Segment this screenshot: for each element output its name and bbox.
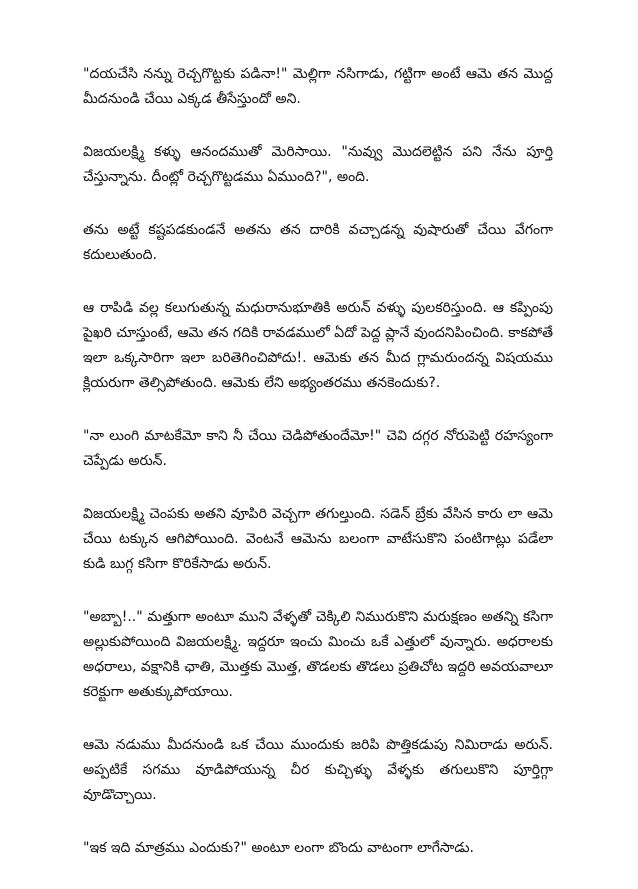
paragraph-7: "అబ్బా!.." మత్తుగా అంటూ ముని వేళ్ళతో చెక్కిలి నిమురుకొని మరుక్షణం అతన్ని కసిగా అల్లుకుపోయింది విజయలక్ష్మి. ఇద్దరూ ఇంచు మించు ఒకే ఎత్తులో వున్నారు. అధరాలకు అధరాలు, వక్షానికి ఛాతి, మొత్తకు మొత్త, తొడలకు తొడలు ప్రతిచోట ఇద్దరి అవయవాలూ కరెక్టుగా అతుక్కుపోయాయి. <box>83 609 553 700</box>
paragraph-3: తను అట్టే కష్టపడకుండనే అతను తన దారికి వచ్చాడన్న వుషారుతో చేయి వేగంగా కదులుతుంది. <box>83 222 553 263</box>
paragraph-9: "ఇక ఇది మాత్రము ఎందుకు?" అంటూ లంగా బొందు వాటంగా లాగేసాడు. <box>83 840 474 856</box>
paragraph-4: ఆ రాపిడి వల్ల కలుగుతున్న మధురానుభూతికి అరున్ వళ్ళు పులకరిస్తుంది. ఆ కప్పింపు పైఖరి చూస్తుంటే, ఆమె తన గదికి రావడములో ఏదో పెద్ద ప్లానే వుందనిపించింది. కాకపోతే ఇలా ఒక్కసారిగా ఇలా బరితెగించిపోదు!. ఆమెకు తన మీద గ్లామరుందన్న విషయము క్లియరుగా తెల్సిపోతుంది. ఆమెకు లేని అభ్యంతరము తనకెందుకు?. <box>83 300 553 391</box>
paragraph-6: విజయలక్ష్మి చెంపకు అతని వూపిరి వెచ్చగా తగుల్తుంది. సడెన్ బ్రేకు వేసిన కారు లా ఆమె చేయి టక్కున ఆగిపోయింది. వెంటనే ఆమెను బలంగా వాటేసుకొని పంటిగాట్లు పడేలా కుడి బుగ్గ కసిగా కొరికేసాడు అరున్. <box>83 506 553 572</box>
paragraph-5: "నా లుంగి మాటకేమో కాని నీ చేయి చెడిపోతుందేమో!" చెవి దగ్గర నోరుపెట్టి రహస్యంగా చెప్పేడు అరున్. <box>83 428 553 469</box>
paragraph-1: "దయచేసి నన్ను రెచ్చగొట్టకు పడినా!" మెల్లిగా నసిగాడు, గట్టిగా అంటే ఆమె తన మొద్ద మీదనుండి చేయి ఎక్కడ తీసేస్తుందో అని. <box>83 66 553 107</box>
paragraph-2: విజయలక్ష్మి కళ్ళు ఆనందముతో మెరిసాయి. "నువ్వు మొదలెట్టిన పని నేను పూర్తి చేస్తున్నాను. దీంట్లో రెచ్చగొట్టడము ఏముంది?", అంది. <box>83 144 553 185</box>
paragraph-8: ఆమె నడుము మీదనుండి ఒక చేయి ముందుకు జరిపి పొత్తికడుపు నిమిరాడు అరున్. అప్పటికే సగము వూడిపోయున్న చీర కుచ్చిళ్ళు వేళ్ళకు తగులుకొని పూర్తిగ్గా వూడొచ్చాయి. <box>83 737 553 803</box>
document-page <box>83 62 553 889</box>
